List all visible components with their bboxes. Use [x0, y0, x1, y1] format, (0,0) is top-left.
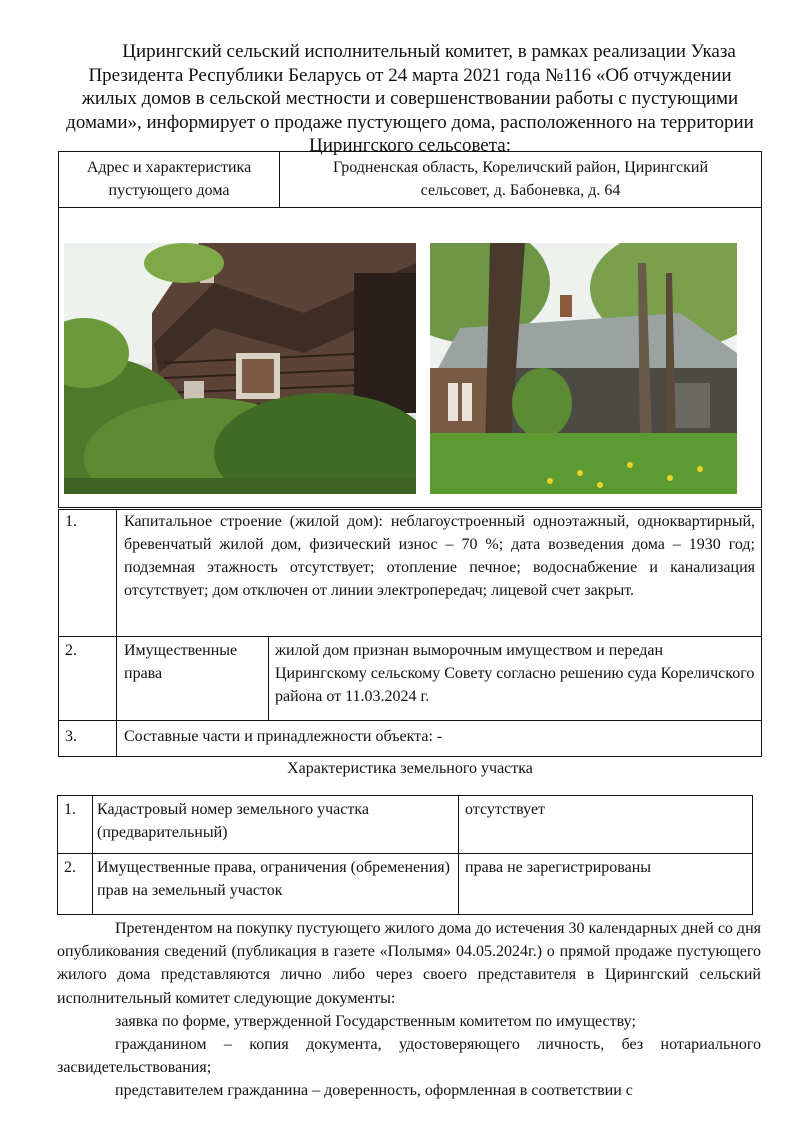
land-value: отсутствует	[459, 796, 753, 854]
land-value: права не зарегистрированы	[459, 854, 753, 915]
paragraph: представителем гражданина – доверенность, оформленная в соответствии с	[115, 1082, 633, 1100]
table-row	[59, 637, 762, 721]
building-description: Капитальное строение (жилой дом): неблагоустроенный одноэтажный, одноквартирный, бревенчатый жилой дом, физический износ – 70 %; дата возведения дома – 1930 год; подземная этажность отсутствует; отопление печное; водоснабжение и канализация отсутствует; дом отключен от линии электропередач; лицевой счет закрыт.	[117, 510, 762, 637]
row-number: 2.	[58, 854, 93, 915]
paragraph: заявка по форме, утвержденной Государственным комитетом по имуществу;	[115, 1012, 636, 1030]
announcement-heading: Цирингский сельский исполнительный комитет, в рамках реализации Указа Президента Республики Беларусь от 24 марта 2021 года №116 «Об отчуждении жилых домов в сельской местности и совершенствовании работы с пустующими домами», информирует о продаже пустующего дома, расположенного на территории Цирингского сельсовета:	[66, 41, 754, 156]
paragraph: Претендентом на покупку пустующего жилого дома до истечения 30 календарных дней со дня опубликования сведений (публикация в газете «Полымя» 04.05.2024г.) о прямой продаже пустующего жилого дома представляются лично либо через своего представителя в Цирингский сельский исполнительный комитет следующие документы:	[57, 920, 761, 1007]
table-row	[59, 152, 762, 208]
house-photo-2	[430, 243, 737, 494]
document-body	[57, 917, 761, 1103]
property-rights-label: Имущественные права	[117, 637, 269, 721]
land-caption: Характеристика земельного участка	[287, 760, 533, 777]
land-table	[57, 795, 753, 915]
table-row	[58, 854, 753, 915]
house-details-table	[58, 509, 762, 757]
address-value-cell: Гродненская область, Кореличский район, Цирингский сельсовет, д. Бабоневка, д. 64	[280, 152, 762, 208]
paragraph: гражданином – копия документа, удостоверяющего личность, без нотариального засвидетельствования;	[57, 1036, 761, 1077]
row-number: 1.	[58, 796, 93, 854]
address-label-cell: Адрес и характеристика пустующего дома	[59, 152, 280, 208]
property-rights-value: жилой дом признан выморочным имуществом и передан Цирингскому сельскому Совету согласно решению суда Кореличского района от 11.03.2024 г.	[269, 637, 762, 721]
land-label: Кадастровый номер земельного участка (предварительный)	[93, 796, 459, 854]
table-row	[59, 721, 762, 757]
row-number: 1.	[59, 510, 117, 637]
table-row	[58, 796, 753, 854]
house-photo-1	[64, 243, 416, 494]
land-label: Имущественные права, ограничения (обременения) прав на земельный участок	[93, 854, 459, 915]
row-number: 2.	[59, 637, 117, 721]
components-row: Составные части и принадлежности объекта: -	[117, 721, 762, 757]
row-number: 3.	[59, 721, 117, 757]
table-row	[59, 510, 762, 637]
